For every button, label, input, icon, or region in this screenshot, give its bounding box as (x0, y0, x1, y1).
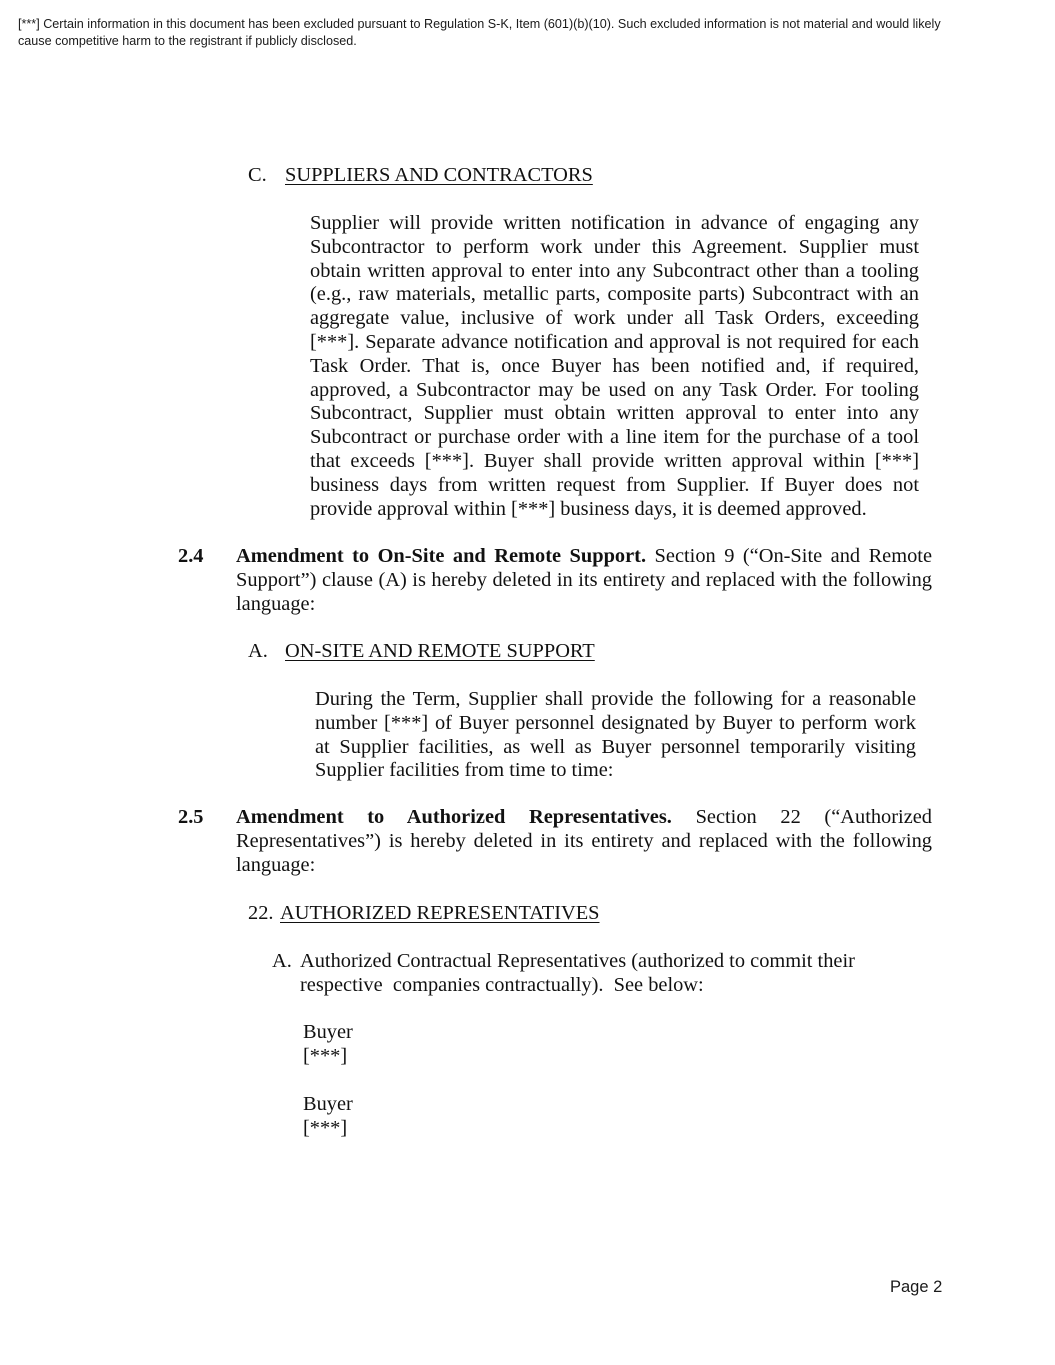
section-2-4-text: Section 9 (“On-Site and Remote Support”) clause (A) is hereby deleted in its entirety and replaced with the following language: (236, 545, 932, 615)
rep-1-label: Buyer (303, 1021, 353, 1043)
section-22-heading: AUTHORIZED REPRESENTATIVES (280, 902, 600, 924)
redaction-disclaimer: [***] Certain information in this document has been excluded pursuant to Regulation S-K, Item (601)(b)(10). Such excluded information is not material and would likely cause competitive harm to the registrant if publicly disclosed. (18, 17, 941, 48)
section-2-5-title: Amendment to Authorized Representatives. (236, 806, 672, 828)
item-a-letter: A. (272, 950, 292, 972)
page-number: Page 2 (890, 1278, 943, 1296)
rep-2-name: [***] (303, 1117, 348, 1139)
section-c-letter: C. (248, 164, 267, 186)
item-a-line-1: Authorized Contractual Representatives (authorized to commit their (300, 950, 855, 972)
section-2-4-sub-letter: A. (248, 640, 268, 662)
section-2-5-number: 2.5 (178, 806, 204, 828)
section-2-4-title: Amendment to On-Site and Remote Support. (236, 545, 647, 567)
section-2-4-sub-heading: ON-SITE AND REMOTE SUPPORT (285, 640, 595, 662)
rep-2-label: Buyer (303, 1093, 353, 1115)
rep-1-name: [***] (303, 1045, 348, 1067)
section-c-body: Supplier will provide written notification in advance of engaging any Subcontractor to perform work under this Agreement. Supplier must obtain written approval to enter into any Subcontract other than a tooling (e.g., raw materials, metallic parts, composite parts) Subcontract with an aggregate value, inclusive of work under all Task Orders, exceeding [***]. Separate advance notification and approval is not required for each Task Order. That is, once Buyer has been notified and, if required, approved, a Subcontractor may be used on any Task Order. For tooling Subcontract, Supplier must obtain written approval to enter into any Subcontract or purchase order with a line item for the purchase of a tool that exceeds [***]. Buyer shall provide written approval within [***] business days from written request from Supplier. If Buyer does not provide approval within [***] business days, it is deemed approved. (310, 212, 919, 520)
section-22-number: 22. (248, 902, 274, 924)
section-2-4-number: 2.4 (178, 545, 204, 567)
section-c-heading: SUPPLIERS AND CONTRACTORS (285, 164, 593, 186)
section-2-5-paragraph (236, 806, 932, 877)
section-2-4-sub-body: During the Term, Supplier shall provide the following for a reasonable number [***] of Buyer personnel designated by Buyer to perform work at Supplier facilities, as well as Buyer personnel temporarily visiting Supplier facilities from time to time: (315, 688, 916, 782)
section-2-4-paragraph (236, 545, 932, 616)
item-a-line-2: respective companies contractually). See below: (300, 974, 704, 996)
section-2-5-text: Section 22 (“Authorized Representatives”) is hereby deleted in its entirety and replaced with the following language: (236, 806, 932, 876)
